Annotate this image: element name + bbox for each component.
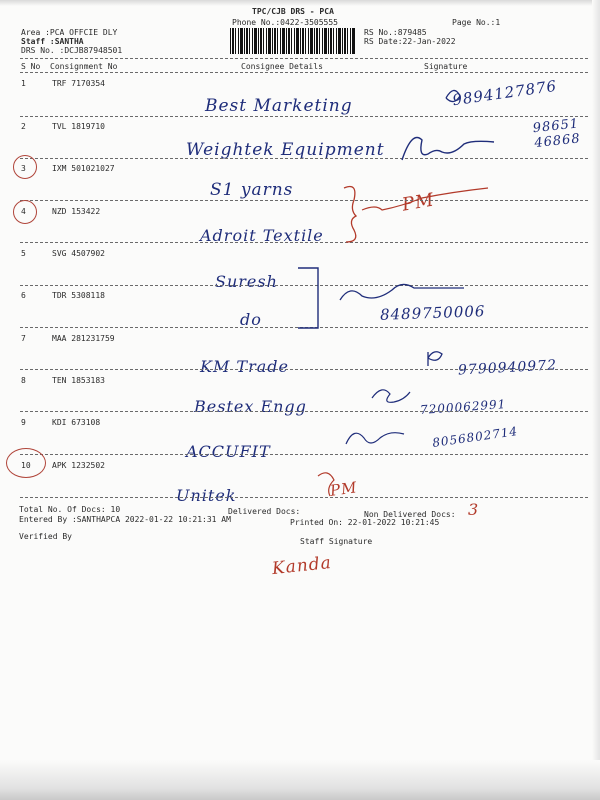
col-sno: S No (21, 62, 41, 71)
divider (20, 116, 588, 117)
consignee-handwriting: S1 yarns (210, 180, 294, 200)
divider (20, 285, 588, 286)
divider (20, 369, 588, 370)
row-sno: 3 (21, 164, 26, 173)
staff-label: Staff :SANTHA (21, 37, 84, 46)
bracket-stroke (344, 187, 356, 243)
staff-signature-handwriting: Kanda (271, 552, 333, 580)
page-number: Page No.:1 (452, 18, 501, 27)
row-consignment: TEN 1853183 (52, 376, 105, 385)
divider (20, 411, 588, 412)
scan-edge (592, 0, 600, 800)
signature-handwriting: 9790940972 (457, 357, 558, 379)
highlight-circle (13, 200, 37, 224)
consignee-handwriting: do (240, 310, 262, 329)
row-sno: 9 (21, 418, 26, 427)
row-sno: 1 (21, 79, 26, 88)
row-sno: 7 (21, 334, 26, 343)
drs-number: DRS No. :DCJB87948501 (21, 46, 123, 55)
divider (20, 58, 588, 59)
divider (20, 158, 588, 159)
row-sno: 10 (21, 461, 31, 470)
consignee-handwriting: Suresh (215, 272, 278, 291)
signature-stroke (372, 390, 410, 403)
col-signature: Signature (424, 62, 468, 71)
signature-handwriting: 7200062991 (419, 397, 507, 417)
row-consignment: TDR 5308118 (52, 291, 105, 300)
scan-edge (0, 0, 600, 6)
non-delivered-docs: Non Delivered Docs: (364, 510, 456, 519)
staff-signature-label: Staff Signature (300, 537, 373, 546)
highlight-circle (13, 155, 37, 179)
signature-handwriting: PM (328, 478, 359, 500)
consignee-handwriting: Best Marketing (205, 96, 353, 116)
row-consignment: TVL 1819710 (52, 122, 105, 131)
row-consignment: TRF 7170354 (52, 79, 105, 88)
row-consignment: KDI 673108 (52, 418, 101, 427)
col-consignee: Consignee Details (241, 62, 323, 71)
row-sno: 4 (21, 207, 26, 216)
row-consignment: APK 1232502 (52, 461, 105, 470)
signature-handwriting: 8489750006 (379, 302, 486, 324)
row-sno: 5 (21, 249, 26, 258)
signature-handwriting: 9894127876 (451, 76, 559, 110)
scan-edge (0, 760, 600, 800)
signature-stroke (340, 284, 464, 300)
doc-title: TPC/CJB DRS - PCA (252, 7, 334, 16)
divider (20, 497, 588, 498)
signature-handwriting: PM (400, 189, 437, 216)
divider (20, 72, 588, 73)
bracket-stroke (298, 268, 318, 328)
verified-by: Verified By (19, 532, 72, 541)
signature-stroke (428, 352, 442, 366)
row-consignment: IXM 501021027 (52, 164, 115, 173)
printed-on: Printed On: 22-01-2022 10:21:45 (290, 518, 440, 527)
signature-stroke (402, 138, 494, 161)
signature-stroke (346, 433, 404, 444)
consignee-handwriting: ACCUFIT (186, 442, 271, 461)
delivered-docs: Delivered Docs: (228, 507, 301, 516)
area-label: Area :PCA OFFCIE DLY (21, 28, 118, 37)
signature-handwriting: 8056802714 (431, 424, 519, 450)
consignee-handwriting: Weightek Equipment (186, 140, 385, 160)
row-consignment: SVG 4507902 (52, 249, 105, 258)
consignee-handwriting: Bestex Engg (194, 397, 307, 416)
row-sno: 8 (21, 376, 26, 385)
barcode (230, 28, 356, 54)
divider (20, 327, 588, 328)
phone-number: Phone No.:0422-3505555 (232, 18, 338, 27)
total-docs: Total No. Of Docs: 10 (19, 505, 121, 514)
consignee-handwriting: KM Trade (200, 357, 289, 376)
consignee-handwriting: Unitek (176, 486, 237, 505)
col-consignment: Consignment No (50, 62, 118, 71)
row-consignment: NZD 153422 (52, 207, 101, 216)
row-sno: 6 (21, 291, 26, 300)
divider (20, 454, 588, 455)
entered-by: Entered By :SANTHAPCA 2022-01-22 10:21:31 AM (19, 515, 231, 524)
row-sno: 2 (21, 122, 26, 131)
non-delivered-count-handwriting: 3 (468, 500, 480, 519)
consignee-handwriting: Adroit Textile (200, 226, 324, 245)
highlight-circle (6, 448, 46, 478)
divider (20, 200, 588, 201)
rs-number: RS No.:879485 (364, 28, 427, 37)
divider (20, 242, 588, 243)
rs-date: RS Date:22-Jan-2022 (364, 37, 456, 46)
signature-handwriting: 98651 46868 (532, 116, 582, 152)
row-consignment: MAA 281231759 (52, 334, 115, 343)
